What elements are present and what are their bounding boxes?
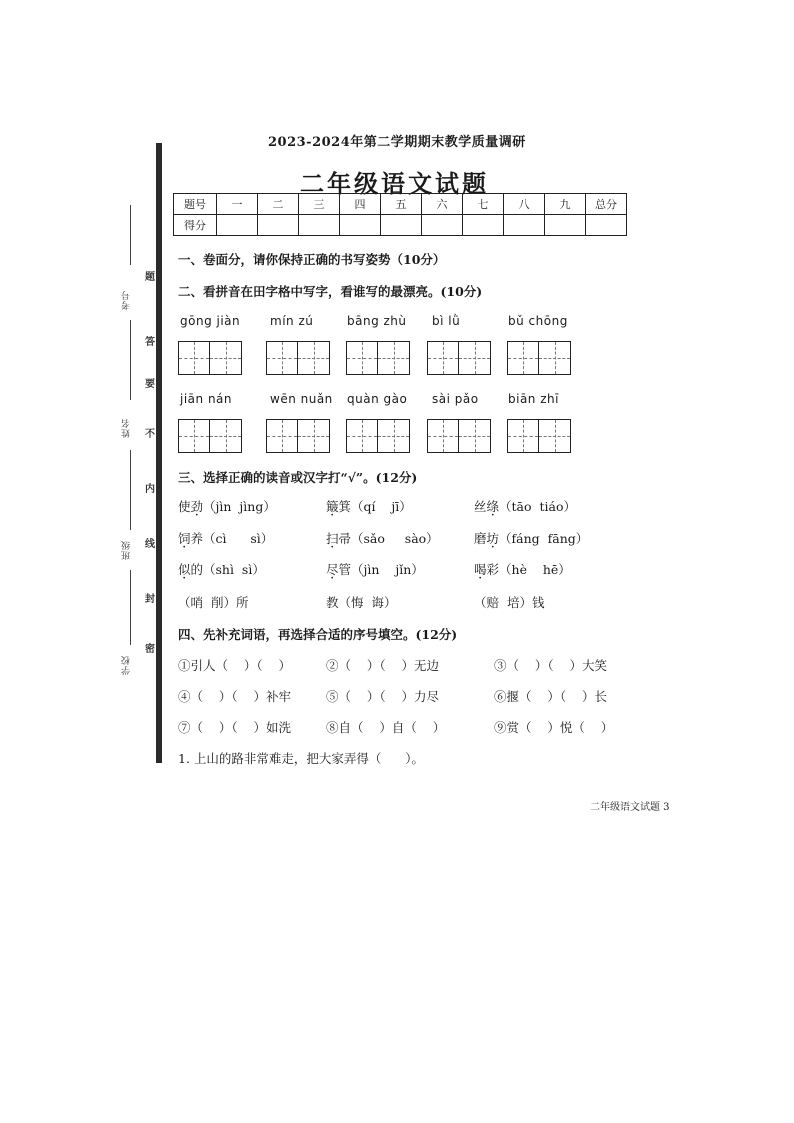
item-text: （哨 削）所 [178, 595, 249, 610]
name-label: 姓名 [122, 418, 132, 438]
dotted-char: 尽 [326, 562, 339, 577]
seal-char-7: 封 [145, 594, 155, 605]
choice-item[interactable] [178, 560, 265, 578]
choice-item[interactable] [474, 497, 576, 515]
section3-title: 三、选择正确的读音或汉字打“√”。(12分) [178, 470, 418, 485]
section1-title: 一、卷面分，请你保持正确的书写姿势（10分） [178, 252, 446, 267]
item-text: 管（jìn jǐn） [338, 562, 424, 577]
score-cell[interactable] [463, 215, 504, 236]
writing-grid[interactable] [266, 341, 330, 375]
item-text: （tāo tiáo） [499, 499, 576, 514]
dotted-char: 劲 [190, 499, 204, 514]
score-cell[interactable] [340, 215, 381, 236]
item-text: （fáng fāng） [499, 531, 589, 546]
school-label: 学校 [122, 655, 132, 675]
pinyin: jiān nán [180, 392, 233, 406]
pinyin: sài pǎo [432, 392, 479, 406]
score-table-score-row [174, 215, 627, 236]
item-text: （赔 培）钱 [474, 595, 545, 610]
idiom-blank[interactable]: ⑧自（ ）自（ ） [326, 720, 446, 735]
item-text: 箕（qí jī） [338, 499, 412, 514]
question-1[interactable]: 1. 上山的路非常难走，把大家弄得（ ）。 [178, 751, 424, 766]
choice-item[interactable] [474, 529, 588, 547]
writing-grid[interactable] [346, 341, 410, 375]
dotted-char: 似 [178, 562, 191, 577]
score-cell[interactable] [299, 215, 340, 236]
page-footer: 二年级语文试题 3 [590, 802, 670, 813]
idiom-blank[interactable]: ②（ ）（ ）无边 [326, 658, 440, 673]
idiom-blank[interactable]: ④（ ）（ ）补牢 [178, 689, 292, 704]
idiom-blank[interactable]: ⑤（ ）（ ）力尽 [326, 689, 440, 704]
score-cell[interactable] [504, 215, 545, 236]
item-text: 养（cì sì） [190, 531, 274, 546]
score-table [173, 193, 627, 236]
score-table-header-row [174, 194, 627, 215]
column-header: 八 [504, 194, 545, 215]
choice-item[interactable] [326, 529, 439, 547]
dotted-char: 簸 [326, 499, 339, 514]
school-line [130, 570, 131, 645]
idiom-blank[interactable]: ③（ ）（ ）大笑 [494, 658, 608, 673]
writing-grid[interactable] [178, 341, 242, 375]
column-header: 七 [463, 194, 504, 215]
pinyin: biān zhī [508, 392, 559, 406]
exam-header: 2023-2024年第二学期期末教学质量调研 [268, 135, 526, 150]
item-text: 教（悔 诲） [326, 595, 397, 610]
dotted-char: 饲 [178, 531, 191, 546]
item-text: （jìn jìng） [203, 499, 276, 514]
section4-title: 四、先补充词语，再选择合适的序号填空。(12分) [178, 627, 458, 642]
item-text: 使 [178, 499, 191, 514]
column-header: 四 [340, 194, 381, 215]
column-header: 二 [258, 194, 299, 215]
pinyin: bāng zhù [347, 314, 407, 328]
writing-grid[interactable] [507, 341, 571, 375]
score-cell[interactable] [258, 215, 299, 236]
choice-item[interactable] [178, 529, 273, 547]
choice-item[interactable] [326, 593, 396, 611]
class-label: 班级 [122, 540, 132, 560]
seal-char-2: 答 [145, 337, 155, 348]
idiom-blank[interactable]: ⑨赏（ ）悦（ ） [494, 720, 614, 735]
seal-char-5: 内 [145, 484, 155, 495]
row-label: 题号 [174, 194, 217, 215]
score-cell[interactable] [586, 215, 627, 236]
item-text: 彩（hè hē） [486, 562, 571, 577]
item-text: 帚（sǎo sào） [338, 531, 439, 546]
exam-number-label: 考号 [122, 290, 132, 310]
writing-grid[interactable] [346, 419, 410, 453]
writing-grid[interactable] [178, 419, 242, 453]
seal-char-3: 要 [145, 379, 155, 390]
writing-grid[interactable] [266, 419, 330, 453]
dotted-char: 绦 [486, 499, 500, 514]
pinyin: bì lǜ [432, 314, 461, 328]
seal-char-6: 线 [145, 539, 155, 550]
writing-grid[interactable] [427, 419, 491, 453]
dotted-char: 坊 [486, 531, 500, 546]
class-line [130, 450, 131, 530]
name-line [130, 320, 131, 400]
pinyin: quàn gào [347, 392, 408, 406]
idiom-blank[interactable]: ⑥揠（ ）（ ）长 [494, 689, 608, 704]
dotted-char: 喝 [474, 562, 487, 577]
column-header: 三 [299, 194, 340, 215]
writing-grid[interactable] [427, 341, 491, 375]
item-text: 磨 [474, 531, 487, 546]
row-label: 得分 [174, 215, 217, 236]
column-header: 六 [422, 194, 463, 215]
choice-item[interactable] [326, 560, 424, 578]
item-text: 的（shì sì） [190, 562, 265, 577]
pinyin: wēn nuǎn [270, 392, 333, 406]
column-header: 五 [381, 194, 422, 215]
pinyin: mín zú [270, 314, 314, 328]
column-header: 一 [217, 194, 258, 215]
exam-number-line [130, 205, 131, 265]
dotted-char: 扫 [326, 531, 339, 546]
page-title: 二年级语文试题 [300, 169, 489, 198]
column-header: 九 [545, 194, 586, 215]
choice-item[interactable] [326, 497, 412, 515]
idiom-blank[interactable]: ⑦（ ）（ ）如洗 [178, 720, 292, 735]
score-cell[interactable] [381, 215, 422, 236]
seal-char-4: 不 [145, 429, 155, 440]
choice-item[interactable] [474, 560, 571, 578]
choice-item[interactable] [178, 497, 276, 515]
pinyin: gōng jiàn [180, 314, 241, 328]
score-cell[interactable] [422, 215, 463, 236]
binding-bar [156, 143, 162, 763]
idiom-blank[interactable]: ①引人（ ）（ ） [178, 658, 292, 673]
seal-char-1: 题 [145, 272, 155, 283]
score-cell[interactable] [545, 215, 586, 236]
choice-item[interactable] [474, 593, 544, 611]
score-cell[interactable] [217, 215, 258, 236]
seal-char-8: 密 [145, 644, 155, 655]
column-header: 总分 [586, 194, 627, 215]
choice-item[interactable] [178, 593, 248, 611]
section2-title: 二、看拼音在田字格中写字，看谁写的最漂亮。(10分) [178, 284, 483, 299]
writing-grid[interactable] [507, 419, 571, 453]
item-text: 丝 [474, 499, 487, 514]
pinyin: bǔ chōng [508, 314, 568, 328]
